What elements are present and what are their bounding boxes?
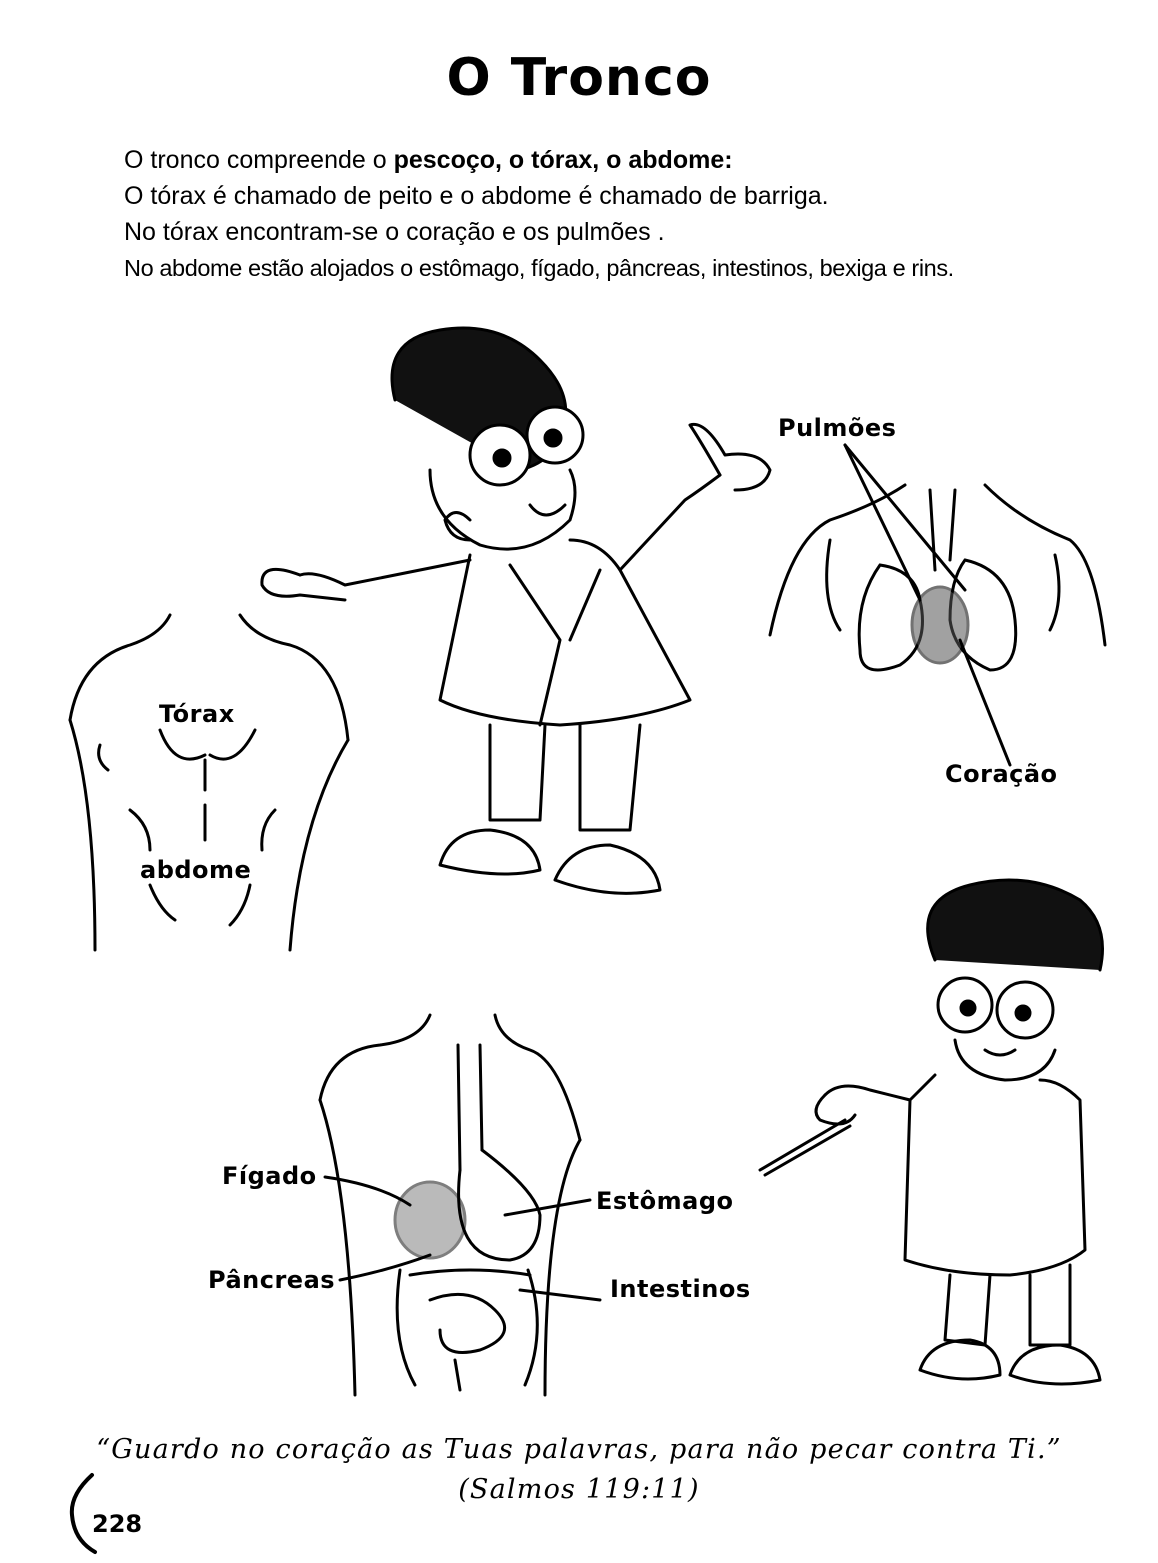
boy-character-pointer [760, 880, 1103, 1384]
label-intestinos: Intestinos [610, 1275, 751, 1303]
label-torax: Tórax [159, 700, 235, 728]
intro-line-1-prefix: O tronco compreende o [124, 146, 394, 174]
page-title: O Tronco [446, 48, 712, 108]
label-estomago: Estômago [596, 1187, 734, 1215]
digestive-system-illustration [320, 1015, 600, 1395]
boy-character-arms-open [262, 328, 770, 893]
intro-line-3: No tórax encontram-se o coração e os pulmões . [124, 218, 665, 246]
lungs-heart-illustration [770, 445, 1105, 765]
intro-line-1-bold: pescoço, o tórax, o abdome: [393, 146, 733, 174]
label-pulmoes: Pulmões [778, 414, 897, 442]
label-coracao: Coração [945, 760, 1058, 788]
label-pancreas: Pâncreas [208, 1266, 336, 1294]
label-figado: Fígado [222, 1162, 317, 1190]
bible-quote [0, 1430, 1158, 1510]
intro-line-2: O tórax é chamado de peito e o abdome é chamado de barriga. [124, 182, 829, 210]
torso-illustration [70, 615, 348, 950]
page-number: 228 [92, 1510, 143, 1538]
intro-line-4: No abdome estão alojados o estômago, fígado, pâncreas, intestinos, bexiga e rins. [124, 255, 954, 281]
label-abdome: abdome [140, 856, 252, 884]
quote-reference: (Salmos 119:11) [458, 1474, 700, 1505]
quote-text: “Guardo no coração as Tuas palavras, para não pecar contra Ti.” [96, 1434, 1062, 1465]
